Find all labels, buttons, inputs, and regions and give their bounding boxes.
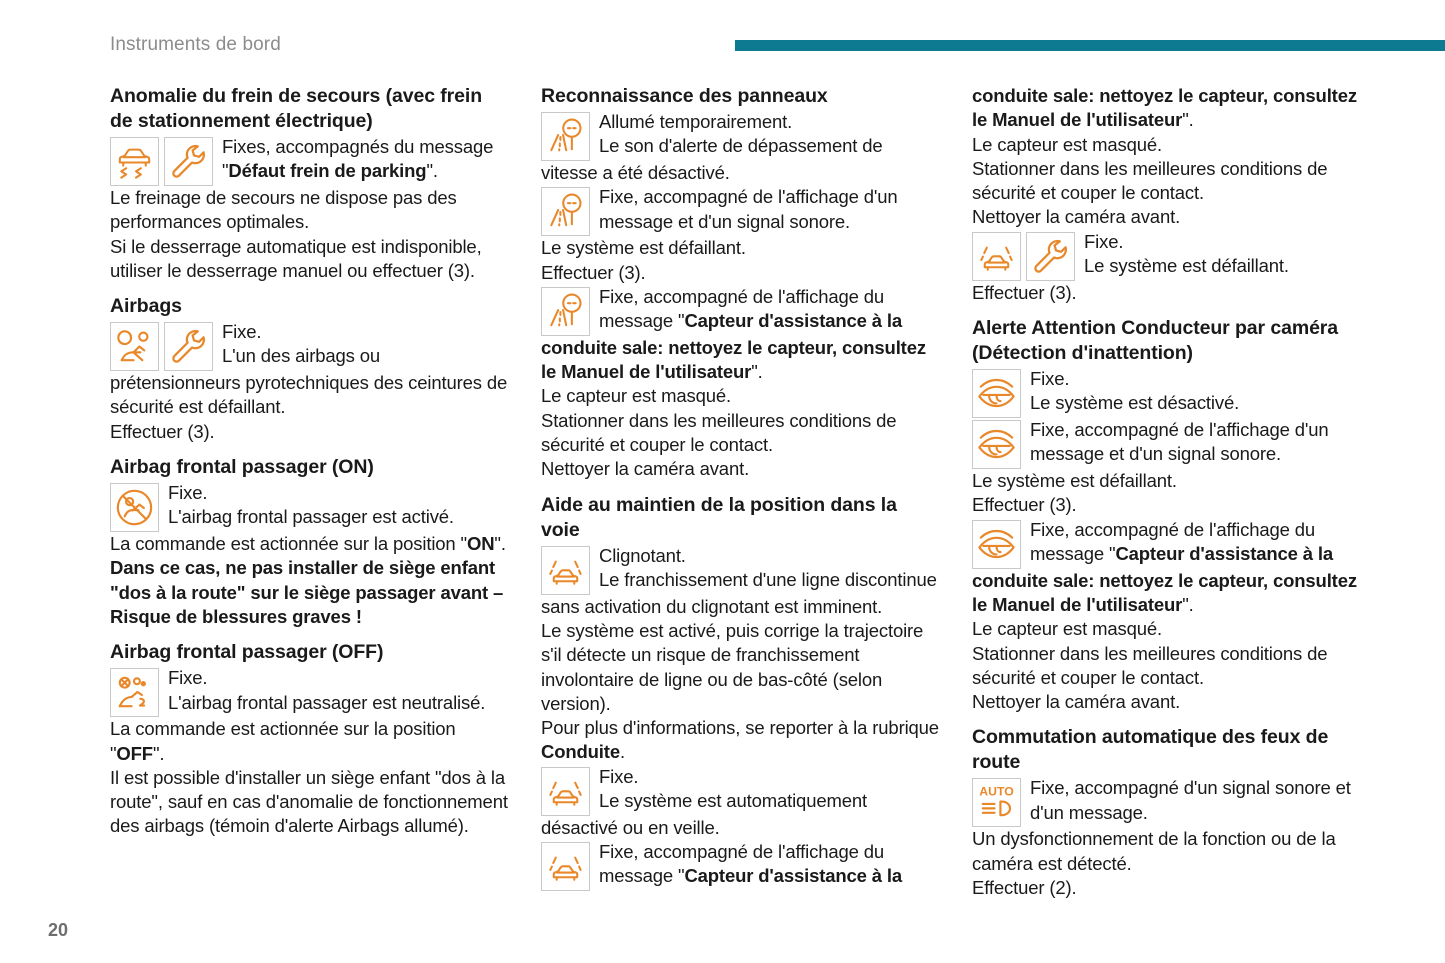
section-heading: Aide au maintien de la position dans la voie bbox=[541, 493, 897, 541]
column-3 bbox=[972, 84, 1370, 900]
speed-sign-recognition-icon bbox=[541, 187, 590, 236]
section-heading: Anomalie du frein de secours (avec frein de stationnement électrique) bbox=[110, 85, 483, 132]
indicator-icon-group bbox=[110, 135, 213, 186]
body-paragraph: conduite sale: nettoyez le capteur, consultez le Manuel de l'utilisateur". bbox=[972, 85, 1357, 131]
page-number: 20 bbox=[48, 920, 69, 940]
body-paragraph: Pour plus d'informations, se reporter à la rubrique Conduite. bbox=[541, 717, 939, 763]
body-paragraph: désactivé ou en veille. bbox=[541, 816, 720, 838]
wrench-icon bbox=[164, 322, 213, 371]
body-paragraph: Le capteur est masqué. bbox=[972, 618, 1163, 640]
body-paragraph: vitesse a été désactivé. bbox=[541, 162, 730, 183]
page-header bbox=[0, 0, 1445, 66]
body-paragraph: Nettoyer la caméra avant. bbox=[972, 206, 1181, 228]
section-heading: Reconnaissance des panneaux bbox=[541, 85, 828, 107]
speed-sign-recognition-icon bbox=[541, 287, 590, 336]
warning-indicator-entry bbox=[110, 481, 508, 532]
indicator-icon-group bbox=[972, 518, 1021, 569]
document-columns bbox=[110, 84, 1400, 900]
indicator-icon-group bbox=[110, 481, 159, 532]
warning-indicator-entry bbox=[541, 110, 939, 161]
indicator-description: Fixe. Le système est automatiquement bbox=[599, 765, 868, 812]
body-paragraph: Si le desserrage automatique est indisponible, utiliser le desserrage manuel ou effectuer (3). bbox=[110, 235, 482, 281]
warning-indicator-entry bbox=[972, 418, 1370, 469]
indicator-description: Fixe. L'airbag frontal passager est activé. bbox=[168, 482, 454, 528]
indicator-icon-group bbox=[972, 776, 1021, 827]
body-paragraph: Effectuer (3). bbox=[972, 494, 1077, 516]
indicator-icon-group bbox=[541, 544, 590, 595]
body-paragraph: Nettoyer la caméra avant. bbox=[541, 458, 750, 480]
airbag-icon bbox=[110, 322, 159, 371]
section-heading: Commutation automatique des feux de route bbox=[972, 726, 1329, 774]
indicator-icon-group bbox=[541, 840, 590, 891]
warning-indicator-entry bbox=[541, 765, 939, 816]
warning-indicator-entry bbox=[541, 840, 939, 891]
indicator-icon-group bbox=[972, 418, 1021, 469]
section-heading: Airbags bbox=[110, 295, 182, 318]
body-paragraph: Nettoyer la caméra avant. bbox=[972, 691, 1181, 713]
body-paragraph: Le capteur est masqué. bbox=[972, 133, 1163, 155]
lane-keeping-assist-icon bbox=[541, 842, 590, 891]
indicator-icon-group bbox=[110, 320, 213, 371]
body-paragraph: Stationner dans les meilleures conditions de sécurité et couper le contact. bbox=[972, 642, 1328, 688]
indicator-icon-group bbox=[972, 230, 1075, 281]
indicator-description: Fixe. Le système est défaillant. bbox=[1084, 230, 1289, 277]
warning-indicator-entry bbox=[110, 135, 508, 186]
indicator-description: Fixe. L'airbag frontal passager est neutralisé. bbox=[168, 667, 486, 713]
body-paragraph: conduite sale: nettoyez le capteur, consultez le Manuel de l'utilisateur". bbox=[541, 336, 926, 383]
warning-indicator-entry bbox=[972, 367, 1370, 418]
warning-indicator-entry bbox=[972, 518, 1370, 569]
indicator-description: Fixe. L'un des airbags ou bbox=[222, 321, 381, 367]
body-paragraph: La commande est actionnée sur la position "OFF". bbox=[110, 718, 456, 764]
speed-sign-recognition-icon bbox=[541, 112, 590, 161]
section-heading: Airbag frontal passager (OFF) bbox=[110, 641, 384, 664]
header-accent-rule bbox=[735, 40, 1445, 51]
indicator-description: Fixe, accompagné de l'affichage d'un message et d'un signal sonore. bbox=[599, 186, 898, 232]
indicator-description: Fixe, accompagné d'un signal sonore et d'un message. bbox=[1030, 777, 1351, 823]
car-skid-icon bbox=[110, 137, 159, 186]
indicator-icon-group bbox=[110, 666, 159, 717]
warning-paragraph: Dans ce cas, ne pas installer de siège enfant "dos à la route" sur le siège passager avant – Risque de blessures graves ! bbox=[110, 557, 504, 627]
warning-indicator-entry bbox=[541, 285, 939, 336]
body-paragraph: prétensionneurs pyrotechniques des ceintures de sécurité est défaillant. bbox=[110, 372, 508, 418]
airbag-passenger-on-icon bbox=[110, 483, 159, 532]
indicator-icon-group bbox=[541, 285, 590, 336]
body-paragraph: Le système est activé, puis corrige la trajectoire s'il détecte un risque de franchissement involontaire de ligne ou de bas-côté (selon version). bbox=[541, 619, 924, 714]
indicator-description: Fixe, accompagné de l'affichage d'un message et d'un signal sonore. bbox=[1030, 419, 1329, 465]
warning-indicator-entry bbox=[541, 185, 939, 236]
indicator-icon-group bbox=[972, 367, 1021, 418]
body-paragraph: sans activation du clignotant est imminent. bbox=[541, 595, 883, 617]
body-paragraph: Effectuer (3). bbox=[972, 281, 1077, 303]
section-heading: Airbag frontal passager (ON) bbox=[110, 456, 374, 479]
body-paragraph: La commande est actionnée sur la position "ON". bbox=[110, 533, 506, 555]
warning-indicator-entry bbox=[972, 230, 1370, 281]
column-2 bbox=[541, 84, 939, 900]
page-header-title: Instruments de bord bbox=[110, 34, 281, 55]
indicator-description: Fixe, accompagné de l'affichage du message "Capteur d'assistance à la bbox=[599, 841, 903, 887]
section-heading: Alerte Attention Conducteur par caméra (Détection d'inattention) bbox=[972, 317, 1339, 365]
driver-attention-eye-icon bbox=[972, 369, 1021, 418]
driver-attention-eye-icon bbox=[972, 420, 1021, 469]
body-paragraph: Effectuer (3). bbox=[541, 261, 646, 283]
indicator-description: Fixes, accompagnés du message "Défaut frein de parking". bbox=[222, 136, 494, 182]
indicator-description: Fixe, accompagné de l'affichage du message "Capteur d'assistance à la bbox=[1030, 518, 1334, 564]
body-paragraph: Le système est défaillant. bbox=[541, 237, 746, 259]
body-paragraph: Un dysfonctionnement de la fonction ou de la caméra est détecté. bbox=[972, 828, 1336, 874]
body-paragraph: Effectuer (2). bbox=[972, 877, 1077, 899]
indicator-icon-group bbox=[541, 110, 590, 161]
warning-indicator-entry bbox=[972, 776, 1370, 827]
auto-high-beam-icon bbox=[972, 778, 1021, 827]
lane-keeping-assist-icon bbox=[541, 546, 590, 595]
body-paragraph: Le capteur est masqué. bbox=[541, 385, 732, 407]
driver-attention-eye-icon bbox=[972, 520, 1021, 569]
body-paragraph: Le système est défaillant. bbox=[972, 470, 1177, 492]
indicator-description: Clignotant. Le franchissement d'une ligne discontinue bbox=[599, 544, 937, 590]
body-paragraph: conduite sale: nettoyez le capteur, consultez le Manuel de l'utilisateur". bbox=[972, 569, 1357, 615]
warning-indicator-entry bbox=[110, 320, 508, 371]
lane-keeping-assist-icon bbox=[972, 232, 1021, 281]
indicator-icon-group bbox=[541, 185, 590, 236]
wrench-icon bbox=[1026, 232, 1075, 281]
indicator-description: Allumé temporairement. Le son d'alerte de dépassement de bbox=[599, 111, 883, 157]
wrench-icon bbox=[164, 137, 213, 186]
airbag-passenger-off-icon bbox=[110, 668, 159, 717]
body-paragraph: Il est possible d'installer un siège enfant "dos à la route", sauf en cas d'anomalie de fonctionnement des airbags (témoin d'alerte Airbags allumé). bbox=[110, 766, 508, 837]
body-paragraph: Le freinage de secours ne dispose pas des performances optimales. bbox=[110, 187, 457, 233]
body-paragraph: Stationner dans les meilleures conditions de sécurité et couper le contact. bbox=[972, 157, 1328, 204]
indicator-description: Fixe. Le système est désactivé. bbox=[1030, 368, 1240, 414]
body-paragraph: Effectuer (3). bbox=[110, 420, 215, 442]
body-paragraph: Stationner dans les meilleures conditions de sécurité et couper le contact. bbox=[541, 409, 897, 456]
lane-keeping-assist-icon bbox=[541, 767, 590, 816]
warning-indicator-entry bbox=[110, 666, 508, 717]
indicator-icon-group bbox=[541, 765, 590, 816]
indicator-description: Fixe, accompagné de l'affichage du message "Capteur d'assistance à la bbox=[599, 285, 903, 332]
warning-indicator-entry bbox=[541, 544, 939, 595]
column-1 bbox=[110, 84, 508, 900]
